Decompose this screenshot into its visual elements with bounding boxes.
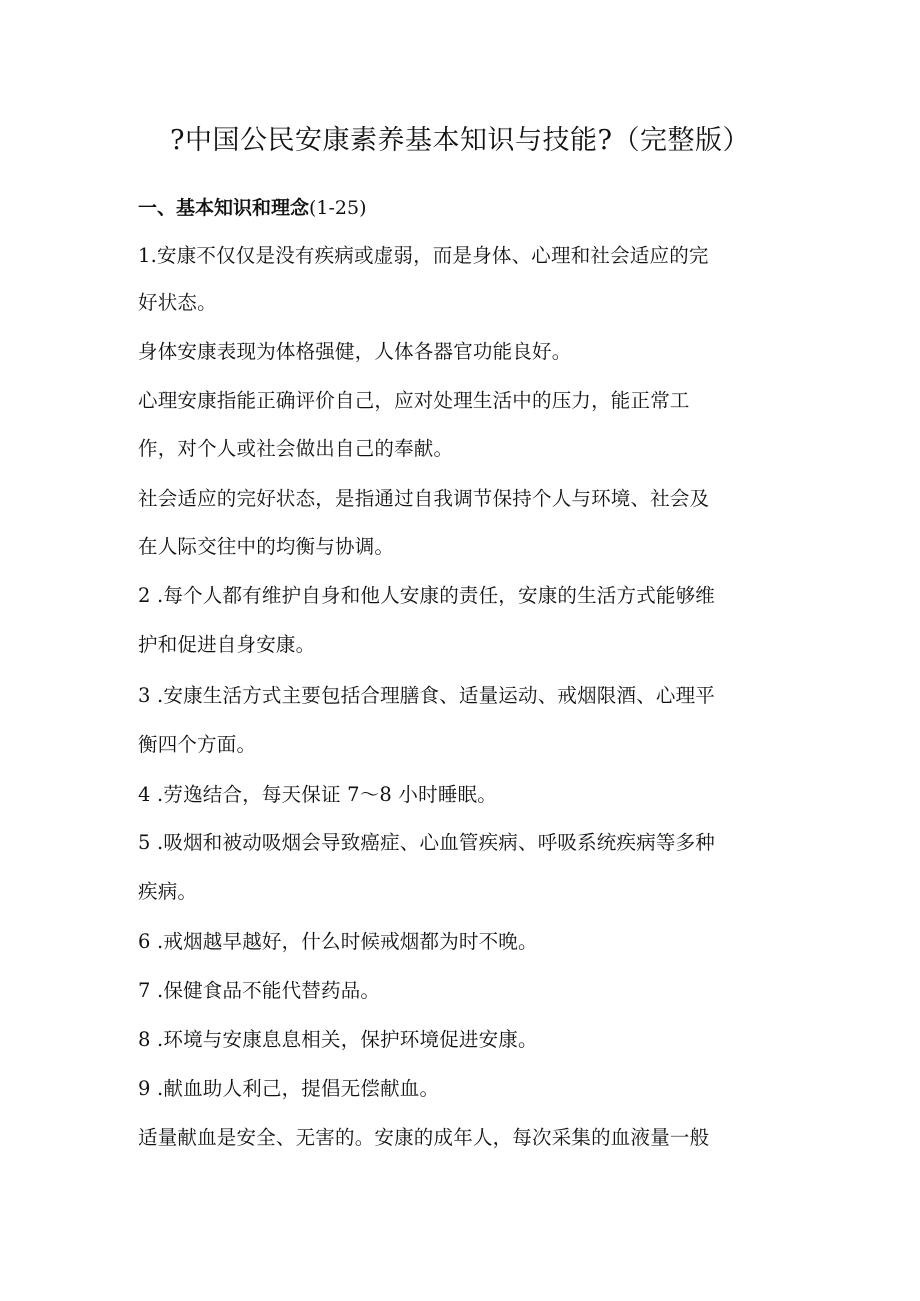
text-line: 3 .安康生活方式主要包括合理膳食、适量运动、戒烟限酒、心理平 — [138, 684, 716, 707]
section-heading-range: (1-25) — [309, 197, 367, 219]
text-line: 6 .戒烟越早越好，什么时候戒烟都为时不晚。 — [138, 930, 538, 953]
text-line: 7 .保健食品不能代替药品。 — [138, 979, 381, 1002]
text-line: 9 .献血助人利己，提倡无偿献血。 — [138, 1077, 440, 1100]
text-line: 在人际交往中的均衡与协调。 — [138, 535, 395, 558]
text-line: 疾病。 — [138, 880, 198, 903]
text-line: 作，对个人或社会做出自己的奉献。 — [138, 437, 454, 460]
section-heading-text: 一、基本知识和理念 — [138, 197, 310, 219]
text-line: 5 .吸烟和被动吸烟会导致癌症、心血管疾病、呼吸系统疾病等多种 — [138, 831, 716, 854]
text-line: 适量献血是安全、无害的。安康的成年人，每次采集的血液量一般 — [138, 1126, 710, 1149]
text-line: 8 .环境与安康息息相关，保护环境促进安康。 — [138, 1028, 538, 1051]
text-line: 心理安康指能正确评价自己，应对处理生活中的压力，能正常工 — [138, 389, 690, 412]
text-line: 身体安康表现为体格强健，人体各器官功能良好。 — [138, 340, 572, 363]
section-heading — [138, 193, 367, 220]
text-line: 好状态。 — [138, 291, 217, 314]
document-title: ?中国公民安康素养基本知识与技能?（完整版） — [170, 125, 750, 156]
text-line: 2 .每个人都有维护自身和他人安康的责任，安康的生活方式能够维 — [138, 584, 716, 607]
text-line: 社会适应的完好状态，是指通过自我调节保持个人与环境、社会及 — [138, 487, 710, 510]
text-line: 1.安康不仅仅是没有疾病或虚弱，而是身体、心理和社会适应的完 — [138, 244, 709, 267]
text-line: 衡四个方面。 — [138, 733, 257, 756]
text-line: 4 .劳逸结合，每天保证 7～8 小时睡眠。 — [138, 783, 497, 806]
text-line: 护和促进自身安康。 — [138, 633, 316, 656]
